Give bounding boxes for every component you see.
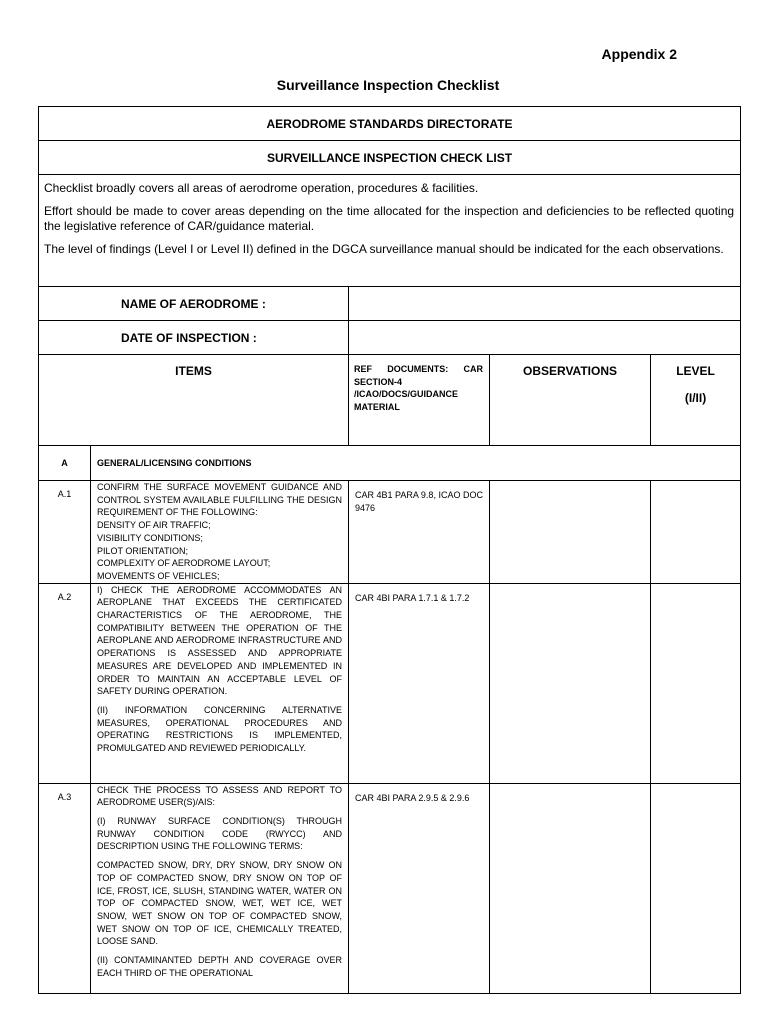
observations-column-header: OBSERVATIONS	[490, 355, 651, 446]
intro-notes	[39, 175, 741, 287]
intro-note: The level of findings (Level I or Level II) defined in the DGCA surveillance manual should be indicated for the each observations.	[44, 242, 724, 256]
ref-document: CAR 4BI PARA 1.7.1 & 1.7.2	[349, 583, 490, 783]
item-text: PILOT ORIENTATION;	[97, 545, 189, 556]
item-description	[91, 783, 349, 993]
intro-note: Effort should be made to cover areas depending on the time allocated for the inspection and deficiencies to be reflected quoting the legislative reference of CAR/guidance material.	[44, 204, 735, 233]
table-row	[39, 481, 741, 584]
intro-note: Checklist broadly covers all areas of aerodrome operation, procedures & facilities.	[44, 181, 479, 195]
item-text: COMPACTED SNOW, DRY, DRY SNOW, DRY SNOW ON TOP OF COMPACTED SNOW, DRY SNOW ON TOP OF ICE, FROST, ICE, SLUSH, STANDING WATER, WATER ON TOP OF COMPACTED SNOW, WET, WET ICE, WET SNOW, WET SNOW ON TOP OF COMPACTED SNOW, WET SNOW ON TOP OF ICE, CHEMICALLY TREATED, LOOSE SAND.	[97, 860, 342, 947]
item-text: CONFIRM THE SURFACE MOVEMENT GUIDANCE AND CONTROL SYSTEM AVAILABLE FULFILLING THE DESIGN REQUIREMENT OF THE FOLLOWING:	[97, 482, 342, 518]
table-row	[39, 783, 741, 993]
item-text: I) CHECK THE AERODROME ACCOMMODATES AN AEROPLANE THAT EXCEEDS THE CERTIFICATED CHARACTERISTICS OF THE AERODROME, THE COMPATIBILITY BETWEEN THE OPERATION OF THE AEROPLANE AND AERODROME INFRASTRUCTURE AND OPERATIONS IS ASSESSED AND APPROPRIATE MEASURES ARE DEVELOPED AND IMPLEMENTED IN ORDER TO MAINTAIN AN ACCEPTABLE LEVEL OF SAFETY DURING OPERATION.	[97, 584, 342, 697]
level-sublabel: (I/II)	[684, 391, 707, 405]
item-text: (I) RUNWAY SURFACE CONDITION(S) THROUGH RUNWAY CONDITION CODE (RWYCC) AND DESCRIPTION USING THE FOLLOWING TERMS:	[97, 816, 342, 852]
ref-document: CAR 4B1 PARA 9.8, ICAO DOC 9476	[349, 481, 490, 584]
table-row	[39, 583, 741, 783]
ref-document: CAR 4BI PARA 2.9.5 & 2.9.6	[349, 783, 490, 993]
items-column-header: ITEMS	[39, 355, 349, 446]
item-code: A.1	[39, 481, 91, 584]
observation-field[interactable]	[490, 783, 651, 993]
item-text: MOVEMENTS OF VEHICLES;	[97, 570, 220, 581]
aerodrome-name-field[interactable]	[349, 287, 741, 321]
observation-field[interactable]	[490, 583, 651, 783]
inspection-date-label: DATE OF INSPECTION :	[39, 321, 349, 355]
item-code: A.2	[39, 583, 91, 783]
item-code: A.3	[39, 783, 91, 993]
level-field[interactable]	[651, 583, 741, 783]
inspection-date-field[interactable]	[349, 321, 741, 355]
observation-field[interactable]	[490, 481, 651, 584]
checklist-heading: SURVEILLANCE INSPECTION CHECK LIST	[39, 141, 741, 175]
level-column-header	[651, 355, 741, 446]
section-code: A	[39, 446, 91, 481]
item-text: COMPLEXITY OF AERODROME LAYOUT;	[97, 558, 271, 569]
aerodrome-name-label: NAME OF AERODROME :	[39, 287, 349, 321]
level-label: LEVEL	[676, 364, 715, 378]
directorate-heading: AERODROME STANDARDS DIRECTORATE	[39, 107, 741, 141]
section-title: GENERAL/LICENSING CONDITIONS	[91, 446, 741, 481]
appendix-label: Appendix 2	[601, 46, 677, 62]
checklist-table	[38, 106, 741, 994]
level-field[interactable]	[651, 481, 741, 584]
item-text: CHECK THE PROCESS TO ASSESS AND REPORT TO AERODROME USER(S)/AIS:	[97, 784, 342, 808]
ref-documents-column-header: REF DOCUMENTS: CAR SECTION-4 /ICAO/DOCS/GUIDANCE MATERIAL	[349, 355, 490, 446]
document-title: Surveillance Inspection Checklist	[276, 77, 500, 93]
item-text: VISIBILITY CONDITIONS;	[97, 532, 203, 543]
item-description	[91, 481, 349, 584]
item-text: (II) CONTAMINANTED DEPTH AND COVERAGE OVER EACH THIRD OF THE OPERATIONAL	[97, 955, 342, 978]
item-description	[91, 583, 349, 783]
item-text: DENSITY OF AIR TRAFFIC;	[97, 520, 211, 531]
level-field[interactable]	[651, 783, 741, 993]
item-text: (II) INFORMATION CONCERNING ALTERNATIVE MEASURES, OPERATIONAL PROCEDURES AND OPERATING RESTRICTIONS IS IMPLEMENTED, PROMULGATED AND REVIEWED PERIODICALLY.	[97, 704, 342, 754]
